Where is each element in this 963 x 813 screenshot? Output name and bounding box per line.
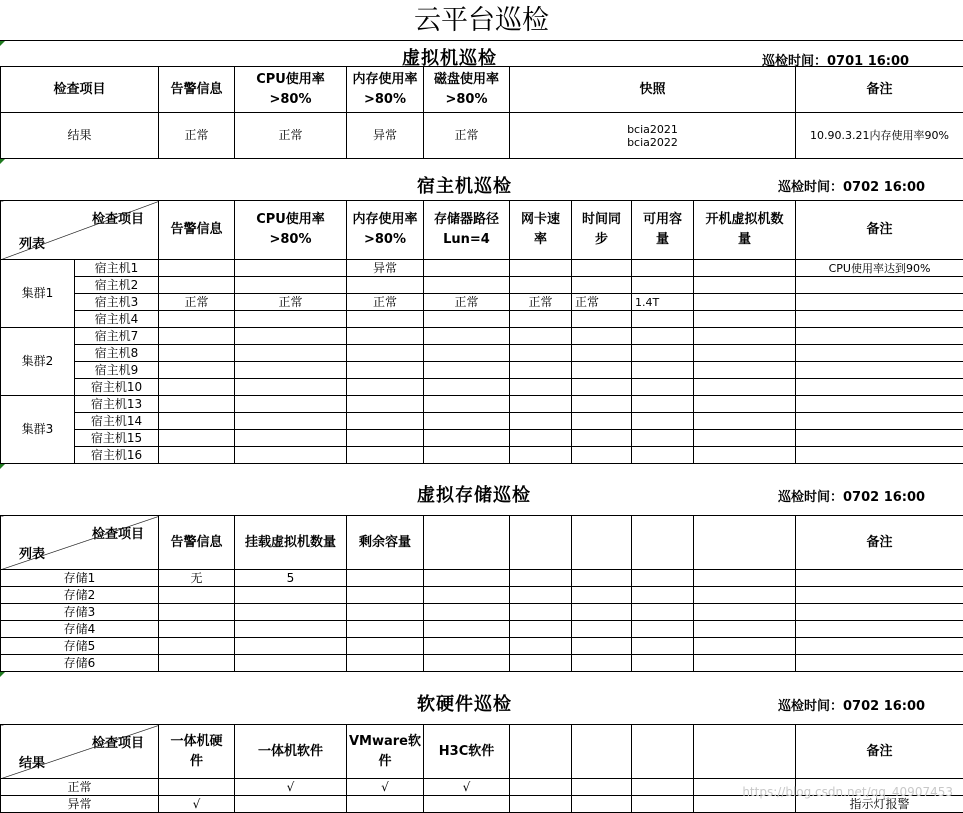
host3-nic: 正常 [510, 294, 572, 311]
host-name: 宿主机10 [75, 379, 159, 396]
cell-marker [0, 41, 5, 46]
vm-cell-note: 10.90.3.21内存使用率90% [796, 113, 963, 159]
host-name: 宿主机15 [75, 430, 159, 447]
hw-header-note: 备注 [796, 725, 963, 779]
hw-ok-vmware-check: √ [347, 779, 424, 796]
vm-row-label: 结果 [1, 113, 159, 159]
hw-section-title: 软硬件巡检 [417, 694, 512, 715]
watermark: https://blog.csdn.net/qq_40907453 [742, 785, 953, 799]
host-name: 宿主机2 [75, 277, 159, 294]
host-section-title: 宿主机巡检 [417, 176, 512, 197]
vm-cell-disk: 正常 [424, 113, 510, 159]
host3-mem: 正常 [347, 294, 424, 311]
storage1-vmcount: 5 [235, 570, 347, 587]
host-table [0, 200, 963, 464]
hw-header-h3c: H3C软件 [424, 725, 510, 779]
host-diag-top: 检查项目 [91, 212, 144, 227]
storage-diag-bottom: 列表 [19, 547, 46, 562]
host-header-cpu: CPU使用率 >80% [235, 201, 347, 260]
host-name: 宿主机1 [75, 260, 159, 277]
vm-inspection-time: 巡检时间：0701 16:00 [762, 54, 910, 69]
hw-diag-top: 检查项目 [91, 736, 144, 751]
host3-sync: 正常 [572, 294, 632, 311]
hw-table [0, 724, 963, 813]
vm-cell-alarm: 正常 [159, 113, 235, 159]
hw-diag-bottom: 结果 [19, 756, 46, 771]
host-name: 宿主机9 [75, 362, 159, 379]
storage-header-free: 剩余容量 [347, 516, 424, 570]
cell-marker [0, 159, 5, 164]
host-header-alarm: 告警信息 [159, 201, 235, 260]
vm-header-mem: 内存使用率 >80% [347, 67, 424, 113]
host-header-sync: 时间同 步 [572, 201, 632, 260]
host-name: 宿主机13 [75, 396, 159, 413]
hw-header-hardware: 一体机硬 件 [159, 725, 235, 779]
vm-header-snapshot: 快照 [510, 67, 796, 113]
host1-note: CPU使用率达到90% [796, 260, 963, 277]
host-header-nic: 网卡速 率 [510, 201, 572, 260]
storage1-alarm: 无 [159, 570, 235, 587]
host-inspection-time: 巡检时间：0702 16:00 [778, 180, 926, 195]
host-name: 宿主机3 [75, 294, 159, 311]
storage-inspection-time: 巡检时间：0702 16:00 [778, 490, 926, 505]
vm-header-item: 检查项目 [1, 67, 159, 113]
storage-name: 存储4 [1, 621, 159, 638]
storage-name: 存储5 [1, 638, 159, 655]
cluster-name: 集群3 [1, 396, 75, 464]
storage-diag-top: 检查项目 [91, 527, 144, 542]
page-title: 云平台巡检 [414, 5, 549, 36]
cell-marker [0, 464, 5, 469]
host3-cpu: 正常 [235, 294, 347, 311]
storage-header-vmcount: 挂载虚拟机数量 [235, 516, 347, 570]
host-name: 宿主机7 [75, 328, 159, 345]
hw-bad-note: 指示灯报警 [796, 796, 963, 813]
snapshot-2: bcia2022 [627, 135, 678, 149]
storage-name: 存储2 [1, 587, 159, 604]
vm-cell-cpu: 正常 [235, 113, 347, 159]
host-name: 宿主机8 [75, 345, 159, 362]
host-diag-header [1, 201, 159, 260]
host3-capacity: 1.4T [632, 294, 694, 311]
cluster-name: 集群2 [1, 328, 75, 396]
storage-table [0, 515, 963, 672]
host1-mem: 异常 [347, 260, 424, 277]
hw-ok-software-check: √ [235, 779, 347, 796]
hw-header-vmware: VMware软 件 [347, 725, 424, 779]
vm-cell-snapshot [510, 113, 796, 159]
storage-name: 存储3 [1, 604, 159, 621]
storage-name: 存储1 [1, 570, 159, 587]
hw-inspection-time: 巡检时间：0702 16:00 [778, 699, 926, 714]
vm-header-note: 备注 [796, 67, 963, 113]
cluster-name: 集群1 [1, 260, 75, 328]
host-header-capacity: 可用容 量 [632, 201, 694, 260]
vm-table [0, 66, 963, 159]
storage-section-title: 虚拟存储巡检 [417, 485, 531, 506]
host-name: 宿主机16 [75, 447, 159, 464]
hw-ok-h3c-check: √ [424, 779, 510, 796]
storage-header-note: 备注 [796, 516, 963, 570]
vm-header-disk: 磁盘使用率 >80% [424, 67, 510, 113]
host-diag-bottom: 列表 [19, 237, 46, 252]
divider [0, 40, 963, 41]
snapshot-1: bcia2021 [627, 122, 678, 136]
vm-header-alarm: 告警信息 [159, 67, 235, 113]
host-name: 宿主机14 [75, 413, 159, 430]
vm-header-cpu: CPU使用率 >80% [235, 67, 347, 113]
host-header-lun: 存储器路径 Lun=4 [424, 201, 510, 260]
storage-diag-header [1, 516, 159, 570]
host-header-note: 备注 [796, 201, 963, 260]
host-header-vmcount: 开机虚拟机数 量 [694, 201, 796, 260]
vm-section-title: 虚拟机巡检 [402, 48, 497, 69]
host-name: 宿主机4 [75, 311, 159, 328]
vm-cell-mem: 异常 [347, 113, 424, 159]
host3-alarm: 正常 [159, 294, 235, 311]
hw-row-bad-label: 异常 [1, 796, 159, 813]
hw-bad-hardware-check: √ [159, 796, 235, 813]
storage-name: 存储6 [1, 655, 159, 672]
cell-marker [0, 672, 5, 677]
hw-header-software: 一体机软件 [235, 725, 347, 779]
hw-row-ok-label: 正常 [1, 779, 159, 796]
hw-diag-header [1, 725, 159, 779]
storage-header-alarm: 告警信息 [159, 516, 235, 570]
host3-lun: 正常 [424, 294, 510, 311]
host-header-mem: 内存使用率 >80% [347, 201, 424, 260]
